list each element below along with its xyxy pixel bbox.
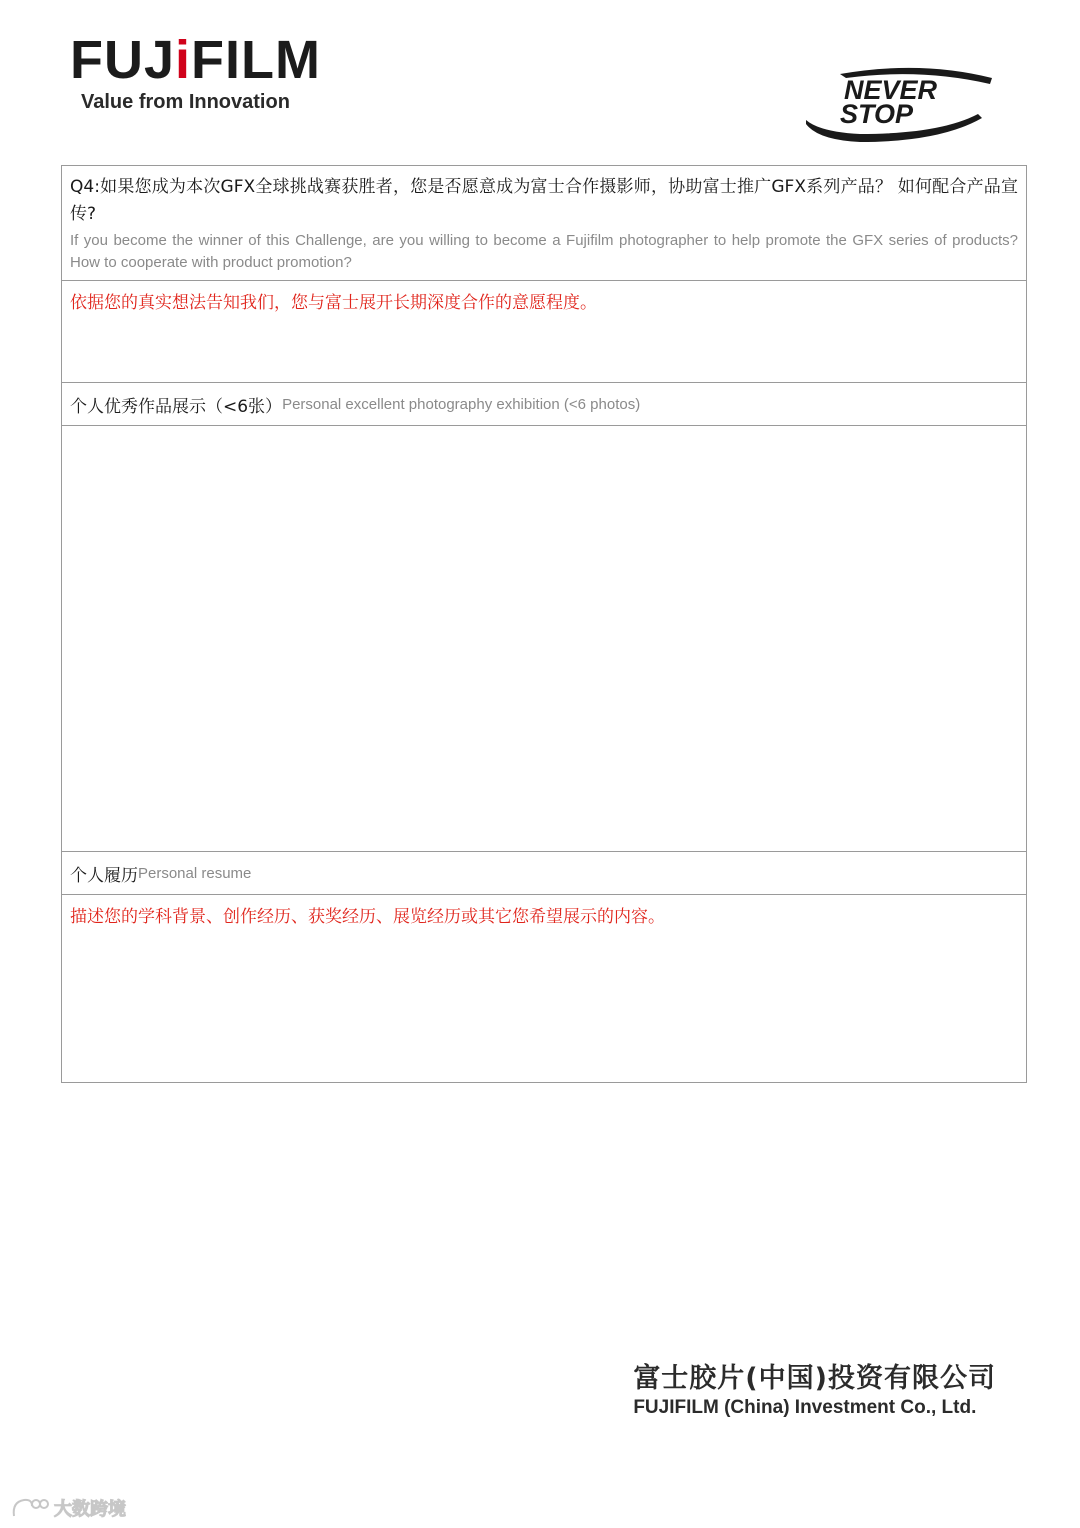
resume-label-row [62, 852, 1026, 895]
q4-question-row [62, 166, 1026, 281]
wordmark-part-film: FILM [191, 30, 321, 90]
watermark-logo-icon [10, 1496, 50, 1520]
company-name-cn: 富士胶片(中国)投资有限公司 [633, 1363, 996, 1394]
works-upload-area[interactable] [62, 426, 1026, 852]
application-form-table [61, 165, 1027, 1083]
slogan-line-stop: STOP [840, 99, 914, 129]
resume-field[interactable] [62, 895, 1026, 1082]
watermark [10, 1494, 126, 1522]
slogan-line-never: NEVER [844, 75, 938, 105]
brand-tagline: Value from Innovation [81, 91, 290, 113]
resume-label-en: Personal resume [138, 864, 252, 882]
q4-answer-hint: 依据您的真实想法告知我们，您与富士展开长期深度合作的意愿程度。 [70, 293, 597, 313]
fujifilm-wordmark [70, 32, 321, 88]
fujifilm-logo [70, 32, 340, 116]
works-label-cn: 个人优秀作品展示（<6张） [70, 396, 283, 417]
company-name-en: FUJIFILM (China) Investment Co., Ltd. [633, 1397, 977, 1418]
q4-answer-field[interactable] [62, 281, 1026, 383]
resume-hint: 描述您的学科背景、创作经历、获奖经历、展览经历或其它您希望展示的内容。 [70, 907, 665, 927]
resume-label-cn: 个人履历 [70, 865, 138, 886]
watermark-text: 大数跨境 [54, 1499, 126, 1520]
works-label-en: Personal excellent photography exhibition (<6 photos) [282, 395, 641, 413]
q4-question-cn: Q4:如果您成为本次GFX全球挑战赛获胜者，您是否愿意成为富士合作摄影师，协助富士推广GFX系列产品？ 如何配合产品宣传? [70, 177, 1018, 224]
wordmark-part-fuj: FUJ [70, 30, 176, 90]
never-stop-logo [800, 62, 1000, 144]
wordmark-accent-i: i [175, 30, 192, 90]
q4-question-en: If you become the winner of this Challenge, are you willing to become a Fujifilm photographer to help promote the GFX series of products? How to cooperate with product promotion? [70, 232, 1018, 271]
company-signature [633, 1362, 996, 1420]
works-label-row [62, 383, 1026, 426]
